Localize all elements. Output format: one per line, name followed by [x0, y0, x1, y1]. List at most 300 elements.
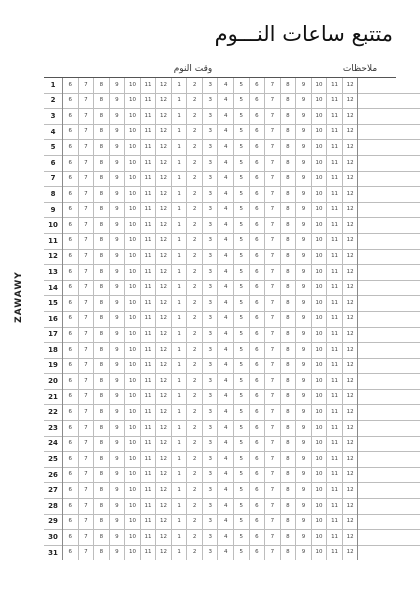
hour-cell[interactable]: 11 — [140, 499, 156, 515]
hour-cell[interactable]: 7 — [78, 530, 94, 546]
hour-cell[interactable]: 9 — [109, 545, 125, 560]
hour-cell[interactable]: 6 — [249, 530, 265, 546]
hour-cell[interactable]: 6 — [63, 187, 79, 203]
hour-cell[interactable]: 2 — [187, 78, 203, 93]
hour-cell[interactable]: 9 — [109, 171, 125, 187]
hour-cell[interactable]: 12 — [342, 467, 358, 483]
hour-cell[interactable]: 7 — [265, 218, 281, 234]
hour-cell[interactable]: 5 — [234, 343, 250, 359]
hour-cell[interactable]: 11 — [327, 530, 343, 546]
hour-cell[interactable]: 11 — [140, 545, 156, 560]
hour-cell[interactable]: 11 — [327, 171, 343, 187]
hour-cell[interactable]: 9 — [296, 452, 312, 468]
hour-cell[interactable]: 10 — [311, 452, 327, 468]
hour-cell[interactable]: 2 — [187, 374, 203, 390]
hour-cell[interactable]: 11 — [140, 514, 156, 530]
hour-cell[interactable]: 9 — [296, 140, 312, 156]
hour-cell[interactable]: 6 — [63, 202, 79, 218]
hour-cell[interactable]: 1 — [171, 436, 187, 452]
hour-cell[interactable]: 12 — [342, 202, 358, 218]
hour-cell[interactable]: 3 — [202, 296, 218, 312]
hour-cell[interactable]: 4 — [218, 389, 234, 405]
hour-cell[interactable]: 8 — [94, 358, 110, 374]
hour-cell[interactable]: 7 — [265, 545, 281, 560]
hour-cell[interactable]: 7 — [78, 311, 94, 327]
hour-cell[interactable]: 7 — [78, 233, 94, 249]
hour-cell[interactable]: 3 — [202, 218, 218, 234]
notes-cell[interactable] — [358, 140, 420, 156]
hour-cell[interactable]: 12 — [342, 327, 358, 343]
hour-cell[interactable]: 2 — [187, 389, 203, 405]
notes-cell[interactable] — [358, 265, 420, 281]
hour-cell[interactable]: 11 — [327, 249, 343, 265]
hour-cell[interactable]: 8 — [280, 78, 296, 93]
hour-cell[interactable]: 9 — [296, 155, 312, 171]
hour-cell[interactable]: 10 — [125, 140, 141, 156]
hour-cell[interactable]: 11 — [327, 233, 343, 249]
hour-cell[interactable]: 4 — [218, 280, 234, 296]
hour-cell[interactable]: 6 — [249, 421, 265, 437]
hour-cell[interactable]: 7 — [265, 483, 281, 499]
hour-cell[interactable]: 3 — [202, 140, 218, 156]
hour-cell[interactable]: 6 — [249, 327, 265, 343]
hour-cell[interactable]: 10 — [125, 249, 141, 265]
hour-cell[interactable]: 2 — [187, 171, 203, 187]
hour-cell[interactable]: 8 — [280, 452, 296, 468]
hour-cell[interactable]: 10 — [311, 233, 327, 249]
hour-cell[interactable]: 12 — [156, 436, 172, 452]
hour-cell[interactable]: 2 — [187, 155, 203, 171]
hour-cell[interactable]: 9 — [109, 499, 125, 515]
hour-cell[interactable]: 8 — [94, 421, 110, 437]
hour-cell[interactable]: 12 — [342, 171, 358, 187]
hour-cell[interactable]: 1 — [171, 327, 187, 343]
hour-cell[interactable]: 11 — [140, 358, 156, 374]
hour-cell[interactable]: 5 — [234, 514, 250, 530]
hour-cell[interactable]: 11 — [327, 405, 343, 421]
hour-cell[interactable]: 11 — [140, 155, 156, 171]
hour-cell[interactable]: 2 — [187, 530, 203, 546]
hour-cell[interactable]: 1 — [171, 499, 187, 515]
hour-cell[interactable]: 4 — [218, 187, 234, 203]
hour-cell[interactable]: 6 — [63, 545, 79, 560]
hour-cell[interactable]: 9 — [109, 296, 125, 312]
hour-cell[interactable]: 8 — [280, 109, 296, 125]
hour-cell[interactable]: 8 — [280, 545, 296, 560]
hour-cell[interactable]: 12 — [156, 452, 172, 468]
hour-cell[interactable]: 3 — [202, 249, 218, 265]
hour-cell[interactable]: 7 — [78, 452, 94, 468]
hour-cell[interactable]: 9 — [109, 452, 125, 468]
hour-cell[interactable]: 11 — [327, 421, 343, 437]
hour-cell[interactable]: 4 — [218, 343, 234, 359]
hour-cell[interactable]: 7 — [265, 374, 281, 390]
hour-cell[interactable]: 6 — [249, 389, 265, 405]
hour-cell[interactable]: 6 — [249, 514, 265, 530]
hour-cell[interactable]: 10 — [311, 405, 327, 421]
hour-cell[interactable]: 8 — [94, 155, 110, 171]
hour-cell[interactable]: 12 — [342, 233, 358, 249]
hour-cell[interactable]: 2 — [187, 296, 203, 312]
hour-cell[interactable]: 3 — [202, 233, 218, 249]
hour-cell[interactable]: 3 — [202, 311, 218, 327]
hour-cell[interactable]: 2 — [187, 93, 203, 109]
hour-cell[interactable]: 6 — [249, 452, 265, 468]
hour-cell[interactable]: 12 — [156, 467, 172, 483]
hour-cell[interactable]: 10 — [311, 78, 327, 93]
hour-cell[interactable]: 7 — [78, 514, 94, 530]
hour-cell[interactable]: 10 — [311, 358, 327, 374]
hour-cell[interactable]: 12 — [156, 280, 172, 296]
hour-cell[interactable]: 3 — [202, 421, 218, 437]
hour-cell[interactable]: 12 — [342, 140, 358, 156]
hour-cell[interactable]: 6 — [63, 109, 79, 125]
hour-cell[interactable]: 7 — [265, 249, 281, 265]
hour-cell[interactable]: 4 — [218, 140, 234, 156]
hour-cell[interactable]: 10 — [125, 530, 141, 546]
hour-cell[interactable]: 3 — [202, 389, 218, 405]
hour-cell[interactable]: 1 — [171, 358, 187, 374]
hour-cell[interactable]: 8 — [280, 358, 296, 374]
hour-cell[interactable]: 1 — [171, 296, 187, 312]
hour-cell[interactable]: 11 — [140, 171, 156, 187]
hour-cell[interactable]: 2 — [187, 140, 203, 156]
hour-cell[interactable]: 7 — [265, 405, 281, 421]
hour-cell[interactable]: 3 — [202, 530, 218, 546]
hour-cell[interactable]: 7 — [78, 499, 94, 515]
hour-cell[interactable]: 11 — [327, 452, 343, 468]
hour-cell[interactable]: 5 — [234, 389, 250, 405]
hour-cell[interactable]: 8 — [94, 467, 110, 483]
hour-cell[interactable]: 7 — [265, 436, 281, 452]
hour-cell[interactable]: 4 — [218, 530, 234, 546]
hour-cell[interactable]: 8 — [94, 218, 110, 234]
hour-cell[interactable]: 3 — [202, 93, 218, 109]
hour-cell[interactable]: 3 — [202, 265, 218, 281]
hour-cell[interactable]: 9 — [109, 421, 125, 437]
hour-cell[interactable]: 10 — [311, 296, 327, 312]
hour-cell[interactable]: 8 — [94, 249, 110, 265]
notes-cell[interactable] — [358, 78, 420, 93]
hour-cell[interactable]: 12 — [156, 202, 172, 218]
hour-cell[interactable]: 9 — [296, 265, 312, 281]
hour-cell[interactable]: 6 — [249, 249, 265, 265]
hour-cell[interactable]: 8 — [94, 280, 110, 296]
hour-cell[interactable]: 10 — [125, 514, 141, 530]
hour-cell[interactable]: 3 — [202, 343, 218, 359]
hour-cell[interactable]: 12 — [156, 483, 172, 499]
notes-cell[interactable] — [358, 545, 420, 560]
hour-cell[interactable]: 11 — [140, 343, 156, 359]
hour-cell[interactable]: 12 — [342, 249, 358, 265]
hour-cell[interactable]: 1 — [171, 155, 187, 171]
hour-cell[interactable]: 7 — [265, 265, 281, 281]
hour-cell[interactable]: 12 — [342, 405, 358, 421]
hour-cell[interactable]: 11 — [327, 296, 343, 312]
hour-cell[interactable]: 9 — [109, 124, 125, 140]
hour-cell[interactable]: 12 — [156, 514, 172, 530]
hour-cell[interactable]: 3 — [202, 358, 218, 374]
hour-cell[interactable]: 9 — [296, 311, 312, 327]
hour-cell[interactable]: 6 — [63, 374, 79, 390]
hour-cell[interactable]: 10 — [125, 499, 141, 515]
hour-cell[interactable]: 11 — [327, 124, 343, 140]
hour-cell[interactable]: 10 — [125, 358, 141, 374]
hour-cell[interactable]: 12 — [156, 343, 172, 359]
notes-cell[interactable] — [358, 124, 420, 140]
hour-cell[interactable]: 10 — [125, 93, 141, 109]
hour-cell[interactable]: 4 — [218, 171, 234, 187]
hour-cell[interactable]: 11 — [140, 374, 156, 390]
hour-cell[interactable]: 11 — [140, 436, 156, 452]
hour-cell[interactable]: 12 — [156, 218, 172, 234]
hour-cell[interactable]: 5 — [234, 452, 250, 468]
hour-cell[interactable]: 8 — [94, 109, 110, 125]
hour-cell[interactable]: 10 — [125, 218, 141, 234]
hour-cell[interactable]: 2 — [187, 311, 203, 327]
hour-cell[interactable]: 9 — [109, 358, 125, 374]
hour-cell[interactable]: 11 — [327, 514, 343, 530]
hour-cell[interactable]: 1 — [171, 124, 187, 140]
hour-cell[interactable]: 12 — [156, 93, 172, 109]
hour-cell[interactable]: 1 — [171, 311, 187, 327]
hour-cell[interactable]: 12 — [156, 249, 172, 265]
hour-cell[interactable]: 8 — [94, 171, 110, 187]
hour-cell[interactable]: 12 — [156, 530, 172, 546]
hour-cell[interactable]: 8 — [280, 93, 296, 109]
hour-cell[interactable]: 9 — [296, 187, 312, 203]
hour-cell[interactable]: 12 — [342, 421, 358, 437]
notes-cell[interactable] — [358, 155, 420, 171]
hour-cell[interactable]: 6 — [63, 436, 79, 452]
hour-cell[interactable]: 8 — [94, 343, 110, 359]
hour-cell[interactable]: 9 — [296, 124, 312, 140]
hour-cell[interactable]: 8 — [94, 187, 110, 203]
hour-cell[interactable]: 2 — [187, 405, 203, 421]
hour-cell[interactable]: 10 — [311, 374, 327, 390]
hour-cell[interactable]: 5 — [234, 218, 250, 234]
hour-cell[interactable]: 12 — [342, 530, 358, 546]
hour-cell[interactable]: 7 — [78, 405, 94, 421]
hour-cell[interactable]: 11 — [327, 436, 343, 452]
hour-cell[interactable]: 6 — [63, 296, 79, 312]
hour-cell[interactable]: 7 — [265, 233, 281, 249]
hour-cell[interactable]: 8 — [94, 78, 110, 93]
hour-cell[interactable]: 11 — [327, 358, 343, 374]
hour-cell[interactable]: 6 — [63, 405, 79, 421]
hour-cell[interactable]: 6 — [63, 280, 79, 296]
hour-cell[interactable]: 12 — [342, 187, 358, 203]
hour-cell[interactable]: 6 — [63, 93, 79, 109]
hour-cell[interactable]: 7 — [265, 109, 281, 125]
hour-cell[interactable]: 10 — [125, 265, 141, 281]
hour-cell[interactable]: 8 — [94, 499, 110, 515]
hour-cell[interactable]: 8 — [94, 530, 110, 546]
hour-cell[interactable]: 10 — [311, 467, 327, 483]
hour-cell[interactable]: 12 — [156, 187, 172, 203]
hour-cell[interactable]: 7 — [78, 545, 94, 560]
hour-cell[interactable]: 11 — [140, 421, 156, 437]
hour-cell[interactable]: 9 — [296, 109, 312, 125]
hour-cell[interactable]: 10 — [125, 109, 141, 125]
hour-cell[interactable]: 10 — [125, 327, 141, 343]
hour-cell[interactable]: 8 — [94, 374, 110, 390]
hour-cell[interactable]: 4 — [218, 452, 234, 468]
hour-cell[interactable]: 9 — [109, 249, 125, 265]
hour-cell[interactable]: 9 — [296, 218, 312, 234]
hour-cell[interactable]: 8 — [280, 124, 296, 140]
hour-cell[interactable]: 11 — [140, 530, 156, 546]
hour-cell[interactable]: 4 — [218, 78, 234, 93]
hour-cell[interactable]: 9 — [296, 514, 312, 530]
hour-cell[interactable]: 10 — [311, 436, 327, 452]
hour-cell[interactable]: 4 — [218, 421, 234, 437]
hour-cell[interactable]: 11 — [327, 265, 343, 281]
notes-cell[interactable] — [358, 358, 420, 374]
hour-cell[interactable]: 11 — [140, 249, 156, 265]
hour-cell[interactable]: 2 — [187, 280, 203, 296]
hour-cell[interactable]: 8 — [94, 436, 110, 452]
hour-cell[interactable]: 8 — [280, 296, 296, 312]
hour-cell[interactable]: 5 — [234, 436, 250, 452]
hour-cell[interactable]: 10 — [125, 311, 141, 327]
hour-cell[interactable]: 1 — [171, 389, 187, 405]
hour-cell[interactable]: 6 — [249, 265, 265, 281]
hour-cell[interactable]: 10 — [311, 327, 327, 343]
hour-cell[interactable]: 8 — [94, 124, 110, 140]
hour-cell[interactable]: 10 — [125, 483, 141, 499]
notes-cell[interactable] — [358, 218, 420, 234]
notes-cell[interactable] — [358, 109, 420, 125]
hour-cell[interactable]: 11 — [327, 374, 343, 390]
hour-cell[interactable]: 6 — [63, 78, 79, 93]
hour-cell[interactable]: 6 — [249, 280, 265, 296]
hour-cell[interactable]: 8 — [94, 452, 110, 468]
notes-cell[interactable] — [358, 483, 420, 499]
hour-cell[interactable]: 4 — [218, 545, 234, 560]
hour-cell[interactable]: 7 — [78, 155, 94, 171]
hour-cell[interactable]: 9 — [296, 343, 312, 359]
notes-cell[interactable] — [358, 499, 420, 515]
hour-cell[interactable]: 5 — [234, 421, 250, 437]
notes-cell[interactable] — [358, 327, 420, 343]
notes-cell[interactable] — [358, 514, 420, 530]
hour-cell[interactable]: 9 — [109, 233, 125, 249]
hour-cell[interactable]: 7 — [265, 280, 281, 296]
hour-cell[interactable]: 3 — [202, 280, 218, 296]
hour-cell[interactable]: 6 — [63, 467, 79, 483]
hour-cell[interactable]: 3 — [202, 327, 218, 343]
hour-cell[interactable]: 2 — [187, 545, 203, 560]
hour-cell[interactable]: 10 — [311, 93, 327, 109]
hour-cell[interactable]: 10 — [311, 343, 327, 359]
hour-cell[interactable]: 6 — [63, 514, 79, 530]
hour-cell[interactable]: 6 — [63, 530, 79, 546]
hour-cell[interactable]: 11 — [140, 109, 156, 125]
hour-cell[interactable]: 9 — [109, 109, 125, 125]
hour-cell[interactable]: 11 — [327, 218, 343, 234]
hour-cell[interactable]: 7 — [265, 343, 281, 359]
hour-cell[interactable]: 10 — [125, 155, 141, 171]
hour-cell[interactable]: 7 — [265, 171, 281, 187]
hour-cell[interactable]: 3 — [202, 545, 218, 560]
hour-cell[interactable]: 12 — [156, 265, 172, 281]
hour-cell[interactable]: 2 — [187, 233, 203, 249]
hour-cell[interactable]: 5 — [234, 483, 250, 499]
hour-cell[interactable]: 10 — [311, 109, 327, 125]
hour-cell[interactable]: 7 — [265, 452, 281, 468]
hour-cell[interactable]: 12 — [342, 358, 358, 374]
hour-cell[interactable]: 10 — [125, 124, 141, 140]
hour-cell[interactable]: 12 — [156, 499, 172, 515]
hour-cell[interactable]: 10 — [311, 280, 327, 296]
hour-cell[interactable]: 6 — [63, 499, 79, 515]
hour-cell[interactable]: 5 — [234, 171, 250, 187]
hour-cell[interactable]: 12 — [156, 421, 172, 437]
hour-cell[interactable]: 3 — [202, 155, 218, 171]
hour-cell[interactable]: 10 — [311, 218, 327, 234]
hour-cell[interactable]: 6 — [249, 140, 265, 156]
hour-cell[interactable]: 10 — [311, 311, 327, 327]
notes-cell[interactable] — [358, 187, 420, 203]
hour-cell[interactable]: 5 — [234, 296, 250, 312]
hour-cell[interactable]: 6 — [249, 171, 265, 187]
hour-cell[interactable]: 3 — [202, 452, 218, 468]
hour-cell[interactable]: 11 — [327, 311, 343, 327]
hour-cell[interactable]: 6 — [63, 421, 79, 437]
hour-cell[interactable]: 7 — [265, 514, 281, 530]
hour-cell[interactable]: 11 — [140, 467, 156, 483]
hour-cell[interactable]: 5 — [234, 93, 250, 109]
hour-cell[interactable]: 10 — [125, 233, 141, 249]
hour-cell[interactable]: 5 — [234, 530, 250, 546]
hour-cell[interactable]: 8 — [280, 405, 296, 421]
hour-cell[interactable]: 7 — [265, 124, 281, 140]
hour-cell[interactable]: 9 — [296, 499, 312, 515]
hour-cell[interactable]: 8 — [280, 343, 296, 359]
notes-cell[interactable] — [358, 436, 420, 452]
hour-cell[interactable]: 7 — [78, 467, 94, 483]
hour-cell[interactable]: 9 — [296, 483, 312, 499]
hour-cell[interactable]: 12 — [342, 374, 358, 390]
hour-cell[interactable]: 3 — [202, 405, 218, 421]
hour-cell[interactable]: 6 — [249, 155, 265, 171]
hour-cell[interactable]: 11 — [140, 78, 156, 93]
hour-cell[interactable]: 9 — [296, 171, 312, 187]
hour-cell[interactable]: 2 — [187, 483, 203, 499]
hour-cell[interactable]: 5 — [234, 280, 250, 296]
hour-cell[interactable]: 6 — [249, 218, 265, 234]
hour-cell[interactable]: 11 — [327, 93, 343, 109]
hour-cell[interactable]: 9 — [296, 436, 312, 452]
hour-cell[interactable]: 6 — [249, 343, 265, 359]
hour-cell[interactable]: 2 — [187, 327, 203, 343]
hour-cell[interactable]: 1 — [171, 343, 187, 359]
hour-cell[interactable]: 12 — [156, 109, 172, 125]
hour-cell[interactable]: 4 — [218, 358, 234, 374]
hour-cell[interactable]: 4 — [218, 311, 234, 327]
hour-cell[interactable]: 7 — [78, 296, 94, 312]
hour-cell[interactable]: 3 — [202, 187, 218, 203]
hour-cell[interactable]: 5 — [234, 265, 250, 281]
hour-cell[interactable]: 10 — [125, 405, 141, 421]
hour-cell[interactable]: 11 — [327, 202, 343, 218]
notes-cell[interactable] — [358, 93, 420, 109]
hour-cell[interactable]: 9 — [109, 374, 125, 390]
hour-cell[interactable]: 6 — [249, 311, 265, 327]
hour-cell[interactable]: 7 — [78, 218, 94, 234]
hour-cell[interactable]: 5 — [234, 124, 250, 140]
